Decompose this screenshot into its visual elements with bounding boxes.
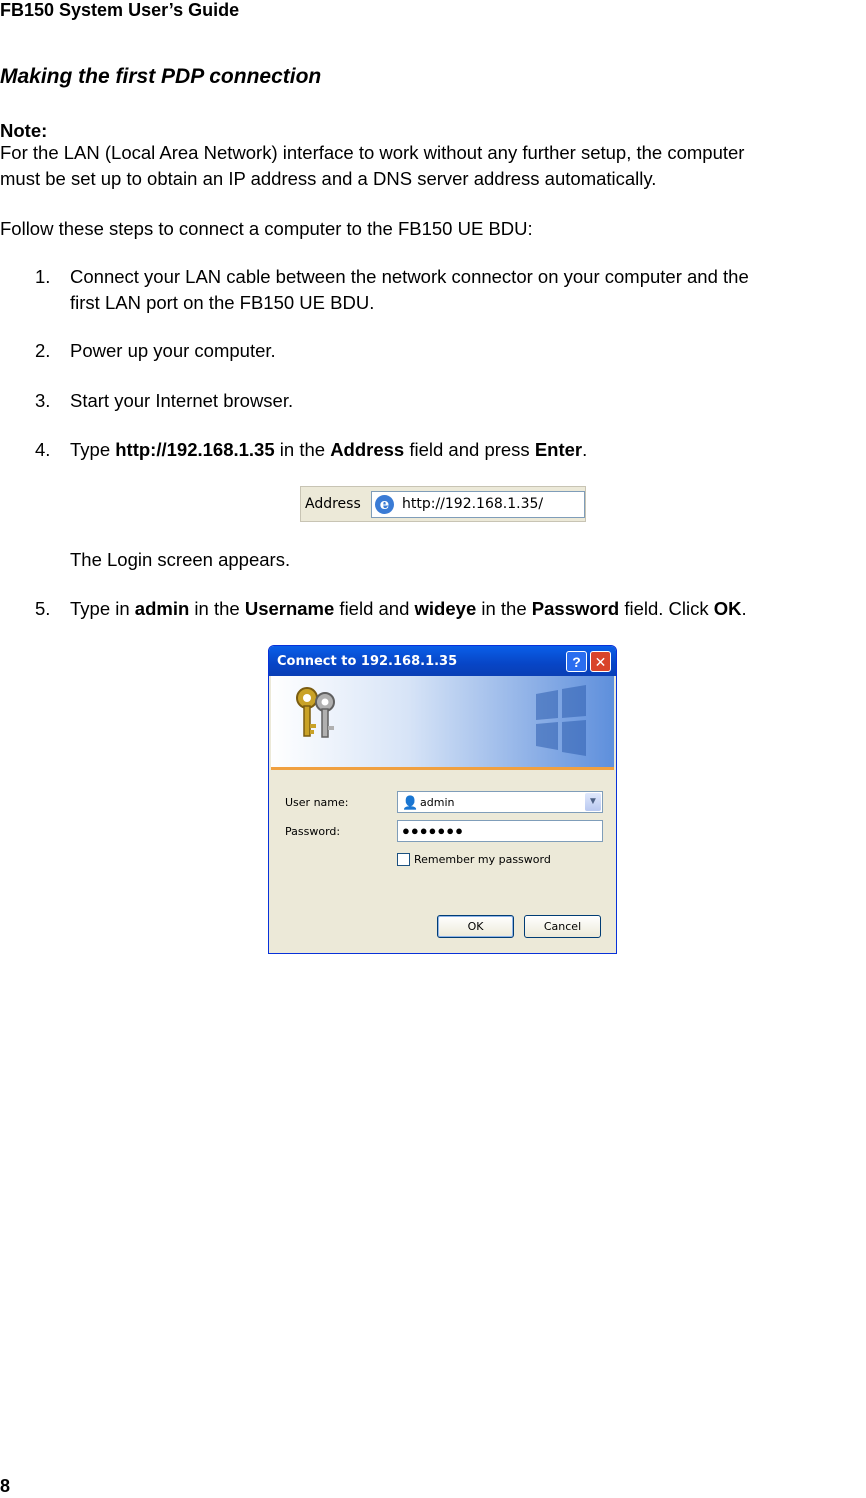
step-text: Power up your computer. — [70, 340, 276, 361]
address-url: http://192.168.1.35/ — [402, 496, 544, 512]
ie-page-icon: e — [375, 495, 394, 514]
section-title: Making the first PDP connection — [0, 65, 322, 88]
step-3 — [35, 388, 635, 414]
step-1 — [35, 264, 855, 316]
remember-password-label[interactable]: Remember my password — [414, 853, 551, 866]
step-text: Type in admin in the Username field and wideye in the Password field. Click OK. — [70, 598, 747, 619]
dialog-body — [271, 770, 614, 951]
keys-icon — [291, 684, 343, 744]
step-number: 3. — [35, 390, 51, 411]
document-header: FB150 System User’s Guide — [0, 0, 240, 20]
close-button[interactable]: ✕ — [590, 651, 611, 672]
step-number: 4. — [35, 439, 51, 460]
note-line-1: For the LAN (Local Area Network) interface to work without any further setup, the computer — [0, 142, 745, 163]
step-5 — [35, 596, 865, 622]
page-number: 8 — [0, 1476, 11, 1496]
step-text: Start your Internet browser. — [70, 390, 294, 411]
address-label: Address — [305, 496, 361, 512]
password-value: ●●●●●●● — [402, 823, 464, 838]
step-1-line-1: Connect your LAN cable between the network connector on your computer and the — [70, 266, 749, 287]
username-value: admin — [420, 796, 455, 809]
step-2 — [35, 338, 635, 364]
ok-button[interactable]: OK — [437, 915, 514, 938]
username-label: User name: — [285, 796, 349, 809]
step-1-line-2: first LAN port on the FB150 UE BDU. — [70, 292, 375, 313]
note-text — [0, 140, 744, 192]
step-text — [70, 264, 749, 316]
dialog-banner — [271, 676, 614, 770]
user-icon: 👤 — [402, 795, 419, 810]
intro-text: Follow these steps to connect a computer to the FB150 UE BDU: — [0, 218, 533, 239]
username-combobox[interactable] — [397, 791, 603, 813]
address-bar-screenshot — [300, 486, 586, 522]
chevron-down-icon[interactable]: ▼ — [585, 793, 601, 811]
password-field[interactable] — [397, 820, 603, 842]
step-text: Type http://192.168.1.35 in the Address field and press Enter. — [70, 439, 588, 460]
step-number: 2. — [35, 340, 51, 361]
windows-logo-icon — [530, 684, 590, 758]
help-button[interactable]: ? — [566, 651, 587, 672]
remember-password-checkbox[interactable] — [397, 853, 410, 866]
login-dialog — [268, 645, 617, 954]
note-label: Note: — [0, 120, 48, 141]
note-line-2: must be set up to obtain an IP address and a DNS server address automatically. — [0, 168, 657, 189]
cancel-button[interactable]: Cancel — [524, 915, 601, 938]
dialog-title: Connect to 192.168.1.35 — [277, 654, 458, 669]
step-4 — [35, 437, 735, 463]
address-field[interactable] — [371, 491, 585, 518]
password-label: Password: — [285, 825, 341, 838]
step-number: 1. — [35, 266, 51, 287]
login-screen-note: The Login screen appears. — [70, 549, 291, 570]
step-number: 5. — [35, 598, 51, 619]
dialog-titlebar — [269, 646, 616, 676]
